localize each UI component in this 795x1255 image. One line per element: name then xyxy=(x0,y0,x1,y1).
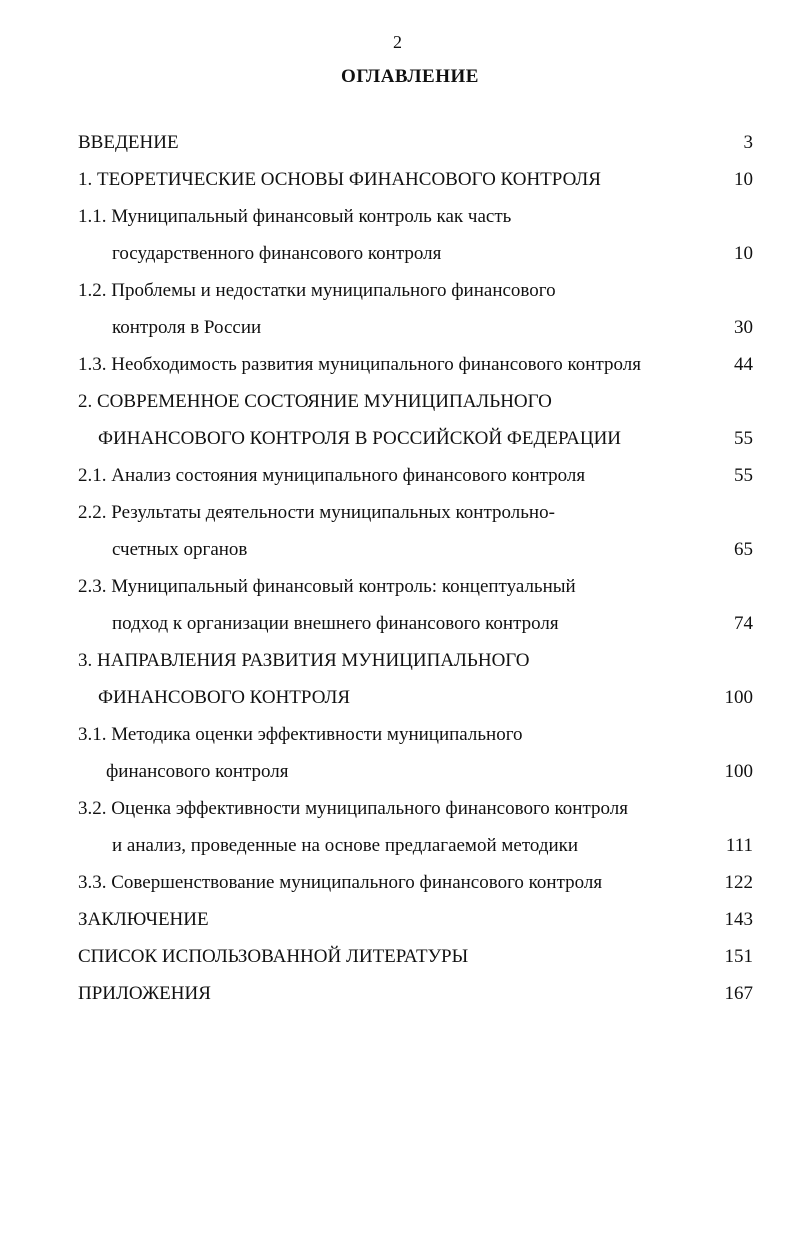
toc-page-number: 167 xyxy=(724,983,753,1004)
toc-entry-line xyxy=(0,753,795,790)
toc-entry-line xyxy=(0,457,795,494)
toc-page-number: 74 xyxy=(734,613,753,634)
toc-entry-text: ВВЕДЕНИЕ xyxy=(78,132,179,153)
toc-entry-line xyxy=(0,975,795,1012)
toc-entry-text: ПРИЛОЖЕНИЯ xyxy=(78,983,211,1004)
toc-entry-text: 3.3. Совершенствование муниципального финансового контроля xyxy=(78,872,603,893)
toc-entry-line xyxy=(0,346,795,383)
toc-entry-line xyxy=(0,420,795,457)
toc-page-number: 55 xyxy=(734,428,753,449)
toc-page-number: 55 xyxy=(734,465,753,486)
toc-entry-text: 1.2. Проблемы и недостатки муниципального финансового xyxy=(78,280,556,301)
toc-page-number: 30 xyxy=(734,317,753,338)
toc-title: ОГЛАВЛЕНИЕ xyxy=(341,66,479,87)
toc-entry-line xyxy=(0,568,795,605)
toc-entry-text: 3.1. Методика оценки эффективности муниципального xyxy=(78,724,523,745)
toc-entry-text: финансового контроля xyxy=(106,761,289,782)
toc-entry-line xyxy=(0,827,795,864)
toc-entry-line xyxy=(0,272,795,309)
toc-entry-line xyxy=(0,938,795,975)
toc-entry-text: 1. ТЕОРЕТИЧЕСКИЕ ОСНОВЫ ФИНАНСОВОГО КОНТРОЛЯ xyxy=(78,169,601,190)
toc-entry-line xyxy=(0,309,795,346)
toc-entry-line xyxy=(0,494,795,531)
toc-entry-text: ЗАКЛЮЧЕНИЕ xyxy=(78,909,209,930)
toc-page-number: 151 xyxy=(724,946,753,967)
toc-page-number: 100 xyxy=(724,761,753,782)
toc-entry-text: 1.3. Необходимость развития муниципального финансового контроля xyxy=(78,354,641,375)
toc-entry-line xyxy=(0,790,795,827)
toc-entry-line xyxy=(0,716,795,753)
toc-entry-line xyxy=(0,124,795,161)
toc-page-number: 122 xyxy=(724,872,753,893)
toc-entry-text: и анализ, проведенные на основе предлагаемой методики xyxy=(112,835,579,856)
toc-entry-line xyxy=(0,531,795,568)
toc-entry-line xyxy=(0,198,795,235)
toc-page-number: 44 xyxy=(734,354,753,375)
toc-entry-text: 1.1. Муниципальный финансовый контроль как часть xyxy=(78,206,512,227)
toc-page-number: 65 xyxy=(734,539,753,560)
toc-entry-text: государственного финансового контроля xyxy=(112,243,442,264)
page-number: 2 xyxy=(393,32,402,52)
toc-page-number: 143 xyxy=(724,909,753,930)
toc-entry-text: СПИСОК ИСПОЛЬЗОВАННОЙ ЛИТЕРАТУРЫ xyxy=(78,946,469,967)
toc-entry-text: счетных органов xyxy=(112,539,248,560)
toc-entry-text: ФИНАНСОВОГО КОНТРОЛЯ xyxy=(98,687,351,708)
toc-entry-line xyxy=(0,383,795,420)
toc-entry-line xyxy=(0,901,795,938)
toc-page-number: 10 xyxy=(734,243,753,264)
toc-entry-text: 2.2. Результаты деятельности муниципальных контрольно- xyxy=(78,502,555,523)
toc-entry-text: контроля в России xyxy=(112,317,262,338)
toc-entry-line xyxy=(0,161,795,198)
toc-page-number: 111 xyxy=(725,835,753,856)
toc-entry-line xyxy=(0,235,795,272)
toc-entry-line xyxy=(0,864,795,901)
toc-entry-text: подход к организации внешнего финансового контроля xyxy=(112,613,559,634)
toc-entry-line xyxy=(0,605,795,642)
toc-entry-text: 3.2. Оценка эффективности муниципального финансового контроля xyxy=(78,798,628,819)
toc-entry-line xyxy=(0,642,795,679)
toc-entry-text: 2. СОВРЕМЕННОЕ СОСТОЯНИЕ МУНИЦИПАЛЬНОГО xyxy=(78,391,552,412)
toc-page-number: 3 xyxy=(743,132,753,153)
toc-entry-line xyxy=(0,679,795,716)
toc-entry-text: 3. НАПРАВЛЕНИЯ РАЗВИТИЯ МУНИЦИПАЛЬНОГО xyxy=(78,650,530,671)
toc-entry-text: 2.1. Анализ состояния муниципального финансового контроля xyxy=(78,465,586,486)
toc-entry-text: 2.3. Муниципальный финансовый контроль: концептуальный xyxy=(78,576,576,597)
toc-page-number: 10 xyxy=(734,169,753,190)
toc-page-number: 100 xyxy=(724,687,753,708)
toc-entry-text: ФИНАНСОВОГО КОНТРОЛЯ В РОССИЙСКОЙ ФЕДЕРАЦИИ xyxy=(98,428,622,449)
